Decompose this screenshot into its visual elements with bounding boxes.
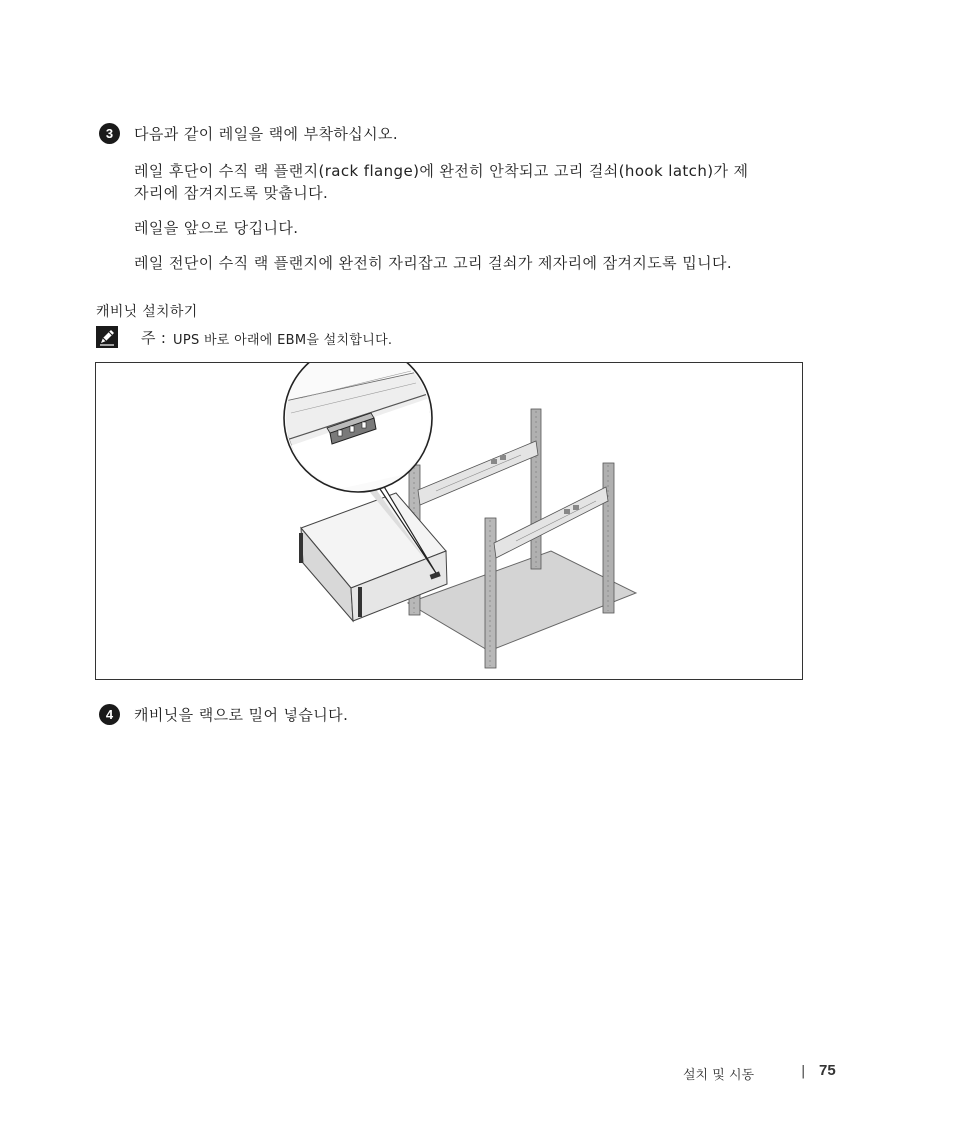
step-3-paragraph-2: 레일을 앞으로 당깁니다. <box>134 219 299 237</box>
note-text: UPS 바로 아래에 EBM을 설치합니다. <box>173 333 393 348</box>
pencil-note-icon <box>96 326 118 348</box>
page-number: 75 <box>819 1062 836 1079</box>
step-3-paragraph-1-line-1: 레일 후단이 수직 랙 플랜지(rack flange)에 완전히 안착되고 고리 걸쇠(hook latch)가 제 <box>134 162 749 180</box>
footer-separator: | <box>801 1064 806 1079</box>
section-heading: 캐비닛 설치하기 <box>96 304 198 320</box>
rack-illustration-svg <box>96 363 802 679</box>
rack-install-illustration <box>95 362 803 680</box>
step-3-title: 다음과 같이 레일을 랙에 부착하십시오. <box>134 125 399 143</box>
note-label: 주 : <box>141 329 167 347</box>
step-4-badge: 4 <box>99 704 120 725</box>
step-3-paragraph-1-line-2: 자리에 잠겨지도록 맞춥니다. <box>134 184 329 202</box>
step-4-title: 캐비닛을 랙으로 밀어 넣습니다. <box>134 706 349 724</box>
step-3-paragraph-3: 레일 전단이 수직 랙 플랜지에 완전히 자리잡고 고리 걸쇠가 제자리에 잠겨지도록 밉니다. <box>134 254 733 272</box>
footer-section-name: 설치 및 시동 <box>683 1068 755 1083</box>
step-3-badge: 3 <box>99 123 120 144</box>
